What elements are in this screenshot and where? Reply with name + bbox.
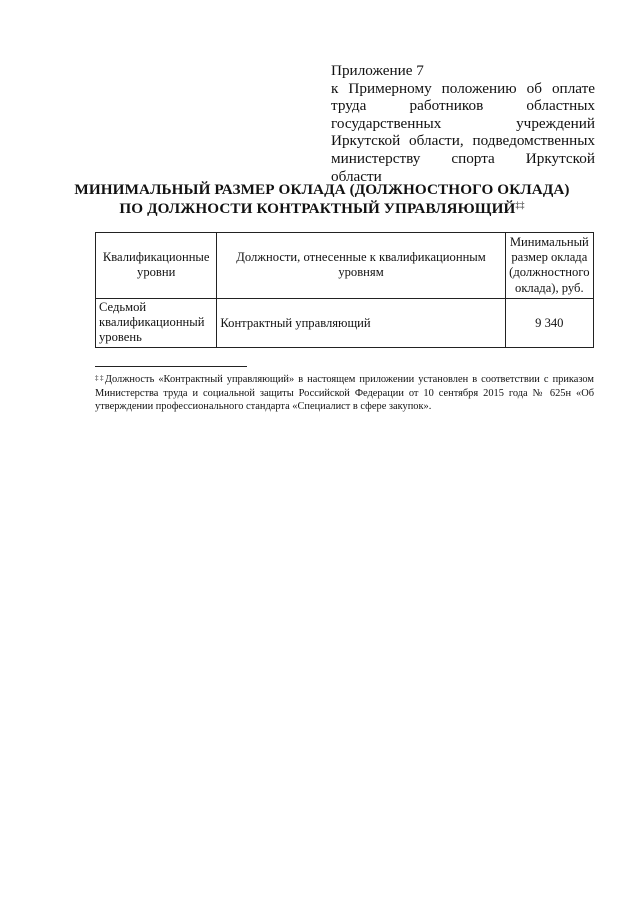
header-level: Квалификационные уровни: [96, 233, 217, 299]
footnote-text: Должность «Контрактный управляющий» в настоящем приложении установлен в соответствии с приказом Министерства труда и социальной защиты Российской Федерации от 10 сентября 2015 года № 625н «Об утверждении профессионального стандарта «Специалист в сфере закупок».: [95, 374, 595, 413]
title-line-2-wrap: [60, 199, 584, 218]
table-header-row: [96, 233, 594, 299]
row-level: Седьмой квалификационный уровень: [96, 298, 217, 348]
header-salary: Минимальный размер оклада (должностного оклада), руб.: [505, 233, 593, 299]
appendix-reference: к Примерному положению об оплате труда работников областных государственных учреждений Иркутской области, подведомственных министерству спорта Иркутской области: [331, 79, 595, 185]
footnote-divider: [95, 366, 247, 367]
appendix-number: Приложение 7: [331, 62, 424, 79]
salary-table: [95, 232, 594, 348]
header-position: Должности, отнесенные к квалификационным уровням: [217, 233, 505, 299]
appendix-block: [331, 62, 595, 185]
table-row: [96, 298, 594, 348]
row-position: Контрактный управляющий: [217, 298, 505, 348]
title-footnote-mark: ‡‡: [515, 200, 525, 210]
footnote-mark: ‡‡: [95, 374, 105, 382]
title-line-1: МИНИМАЛЬНЫЙ РАЗМЕР ОКЛАДА (ДОЛЖНОСТНОГО ОКЛАДА): [74, 181, 570, 198]
title-line-2: ПО ДОЛЖНОСТИ КОНТРАКТНЫЙ УПРАВЛЯЮЩИЙ: [119, 200, 516, 217]
document-title: [60, 180, 584, 218]
footnote: [95, 373, 594, 414]
row-salary: 9 340: [505, 298, 593, 348]
